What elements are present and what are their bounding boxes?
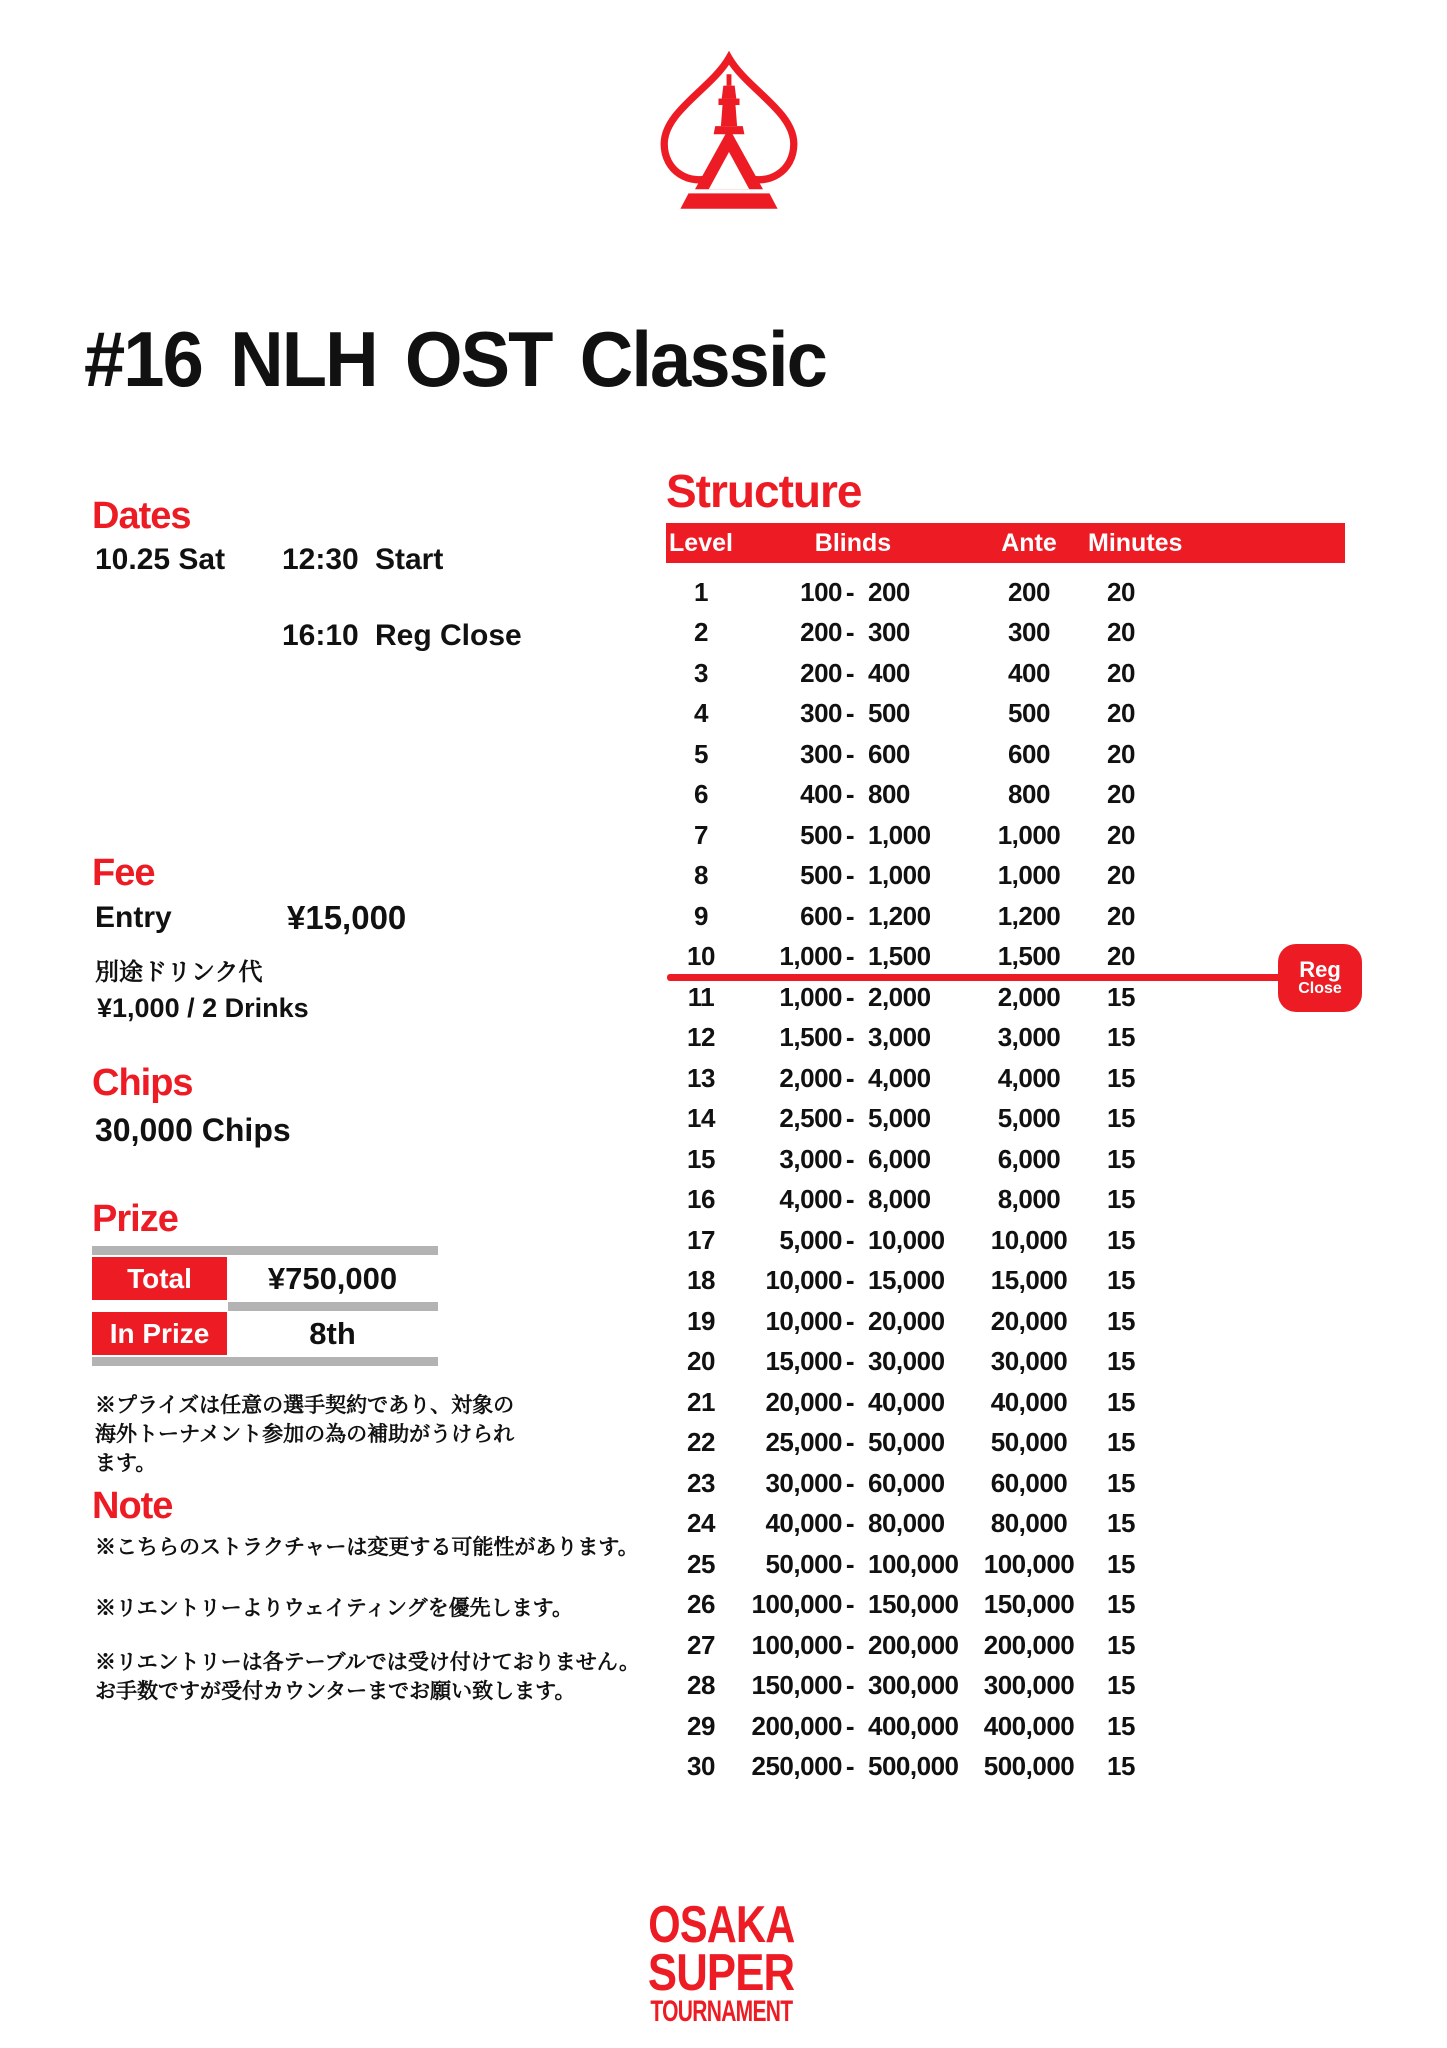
footer-logo-line: OSAKA bbox=[647, 1895, 795, 1954]
note-heading: Note bbox=[92, 1485, 173, 1527]
structure-row: 20 15,000 - 30,000 30,000 15 bbox=[687, 1346, 1135, 1377]
note-item: ※こちらのストラクチャーは変更する可能性があります。 bbox=[95, 1536, 639, 1559]
entry-label: Entry bbox=[95, 901, 172, 934]
structure-row: 17 5,000 - 10,000 10,000 15 bbox=[687, 1224, 1135, 1255]
prize-table bbox=[92, 1246, 438, 1366]
prize-row bbox=[92, 1312, 438, 1355]
structure-row: 6 400 - 800 800 20 bbox=[694, 779, 1135, 810]
footer-logo-line: TOURNAMENT bbox=[650, 1995, 792, 2028]
entry-fee-value: ¥15,000 bbox=[287, 899, 407, 936]
note-item: ※リエントリーよりウェイティングを優先します。 bbox=[95, 1597, 573, 1620]
reg-close-badge: Reg Close bbox=[1278, 944, 1362, 1012]
prize-row-label: Total bbox=[92, 1257, 227, 1300]
col-header-blinds: Blinds bbox=[814, 528, 892, 557]
structure-row: 15 3,000 - 6,000 6,000 15 bbox=[687, 1143, 1135, 1174]
fee-heading: Fee bbox=[92, 852, 155, 894]
reg-close-line bbox=[667, 974, 1310, 981]
prize-heading: Prize bbox=[92, 1198, 178, 1240]
divider bbox=[228, 1302, 438, 1311]
structure-row: 16 4,000 - 8,000 8,000 15 bbox=[687, 1184, 1135, 1215]
regclose-label: Reg Close bbox=[375, 619, 522, 652]
footer-logo-line: SUPER bbox=[647, 1944, 795, 2002]
structure-row: 30 250,000 - 500,000 500,000 15 bbox=[687, 1751, 1135, 1782]
structure-table-body bbox=[666, 572, 1345, 1787]
structure-row: 11 1,000 - 2,000 2,000 15 bbox=[687, 981, 1135, 1012]
start-time: 12:30 bbox=[282, 543, 359, 576]
spade-tower-logo-icon bbox=[648, 42, 810, 228]
structure-row: 25 50,000 - 100,000 100,000 15 bbox=[687, 1548, 1135, 1579]
structure-row: 23 30,000 - 60,000 60,000 15 bbox=[687, 1467, 1135, 1498]
prize-row-value: 8th bbox=[309, 1315, 356, 1351]
dates-heading: Dates bbox=[92, 495, 191, 537]
divider bbox=[92, 1246, 438, 1255]
structure-row: 9 600 - 1,200 1,200 20 bbox=[694, 900, 1135, 931]
structure-row: 14 2,500 - 5,000 5,000 15 bbox=[687, 1103, 1135, 1134]
osaka-super-tournament-logo bbox=[647, 1895, 795, 2028]
structure-row: 12 1,500 - 3,000 3,000 15 bbox=[687, 1022, 1135, 1053]
col-header-minutes: Minutes bbox=[1088, 528, 1183, 557]
structure-row: 28 150,000 - 300,000 300,000 15 bbox=[687, 1670, 1135, 1701]
drink-note-line1: 別途ドリンク代 bbox=[95, 959, 263, 986]
prize-row bbox=[92, 1257, 438, 1300]
structure-row: 1 100 - 200 200 20 bbox=[694, 576, 1135, 607]
start-label: Start bbox=[375, 543, 444, 576]
divider bbox=[92, 1357, 438, 1366]
structure-row: 10 1,000 - 1,500 1,500 20 bbox=[687, 941, 1135, 972]
structure-section bbox=[666, 465, 1406, 1800]
prize-row-value: ¥750,000 bbox=[267, 1260, 398, 1296]
regclose-time: 16:10 bbox=[282, 619, 359, 652]
structure-row: 24 40,000 - 80,000 80,000 15 bbox=[687, 1508, 1135, 1539]
structure-row: 8 500 - 1,000 1,000 20 bbox=[694, 860, 1135, 891]
structure-row: 7 500 - 1,000 1,000 20 bbox=[694, 819, 1135, 850]
structure-row: 19 10,000 - 20,000 20,000 15 bbox=[687, 1305, 1135, 1336]
prize-note: ※プライズは任意の選手契約であり、対象の 海外トーナメント参加の為の補助がうけられ ます。 bbox=[95, 1394, 515, 1475]
structure-table-header bbox=[666, 523, 1345, 563]
structure-row: 4 300 - 500 500 20 bbox=[694, 698, 1135, 729]
page-title: #16 NLH OST Classic bbox=[84, 315, 826, 403]
structure-row: 5 300 - 600 600 20 bbox=[694, 738, 1135, 769]
structure-heading: Structure bbox=[666, 465, 862, 517]
structure-row: 26 100,000 - 150,000 150,000 15 bbox=[687, 1589, 1135, 1620]
chips-heading: Chips bbox=[92, 1062, 193, 1104]
drink-note-line2: ¥1,000 / 2 Drinks bbox=[97, 993, 309, 1023]
structure-row: 18 10,000 - 15,000 15,000 15 bbox=[687, 1265, 1135, 1296]
date-value: 10.25 Sat bbox=[95, 543, 226, 576]
structure-row: 29 200,000 - 400,000 400,000 15 bbox=[687, 1710, 1135, 1741]
col-header-ante: Ante bbox=[1001, 528, 1057, 557]
structure-row: 13 2,000 - 4,000 4,000 15 bbox=[687, 1062, 1135, 1093]
structure-row: 22 25,000 - 50,000 50,000 15 bbox=[687, 1427, 1135, 1458]
col-header-level: Level bbox=[669, 528, 733, 557]
structure-row: 27 100,000 - 200,000 200,000 15 bbox=[687, 1629, 1135, 1660]
prize-row-label: In Prize bbox=[92, 1312, 227, 1355]
structure-row: 21 20,000 - 40,000 40,000 15 bbox=[687, 1386, 1135, 1417]
note-item: ※リエントリーは各テーブルでは受け付けておりません。 お手数ですが受付カウンターまでお願い致します。 bbox=[95, 1651, 640, 1703]
chips-value: 30,000 Chips bbox=[95, 1112, 291, 1148]
structure-row: 2 200 - 300 300 20 bbox=[694, 617, 1135, 648]
structure-row: 3 200 - 400 400 20 bbox=[694, 657, 1135, 688]
